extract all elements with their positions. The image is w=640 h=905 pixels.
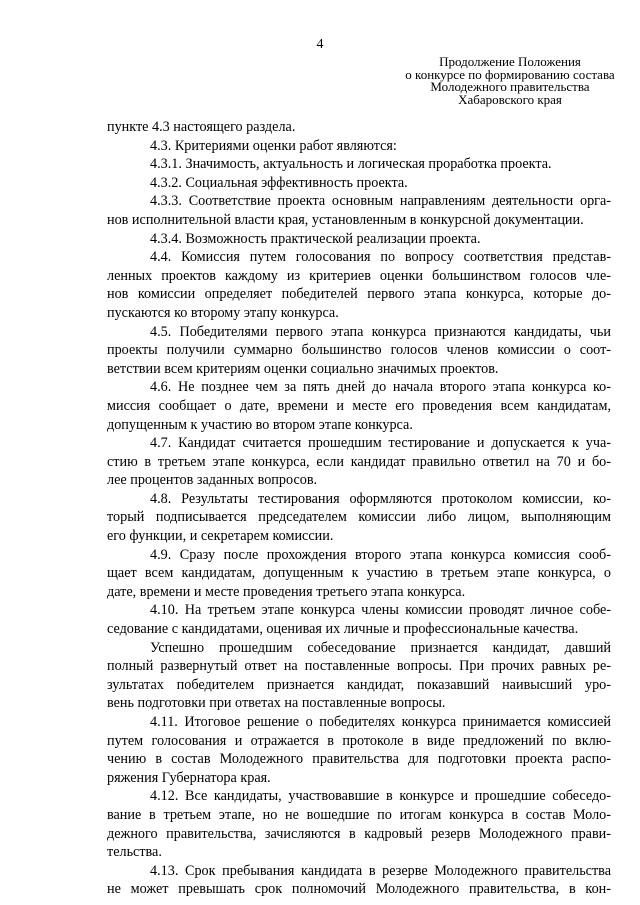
text-line: нов комиссии определяет победителей первого этапа конкурса, которые до- xyxy=(107,286,611,303)
text-line: ленных проектов каждому из критериев оценки большинством голосов чле- xyxy=(107,267,611,284)
text-line: его функции, и секретарем комиссии. xyxy=(107,528,334,545)
header-line: Продолжение Положения xyxy=(439,54,581,69)
text-line: лее процентов заданных вопросов. xyxy=(107,472,318,489)
page-number: 4 xyxy=(316,37,324,52)
text-line: стию в третьем этапе конкурса, если кандидат правильно ответил на 70 и бо- xyxy=(107,453,611,470)
text-line: вень подготовки при ответах на поставленные вопросы. xyxy=(107,695,446,712)
text-line: пункте 4.3 настоящего раздела. xyxy=(107,119,296,135)
header-line: Хабаровского края xyxy=(458,91,562,107)
text-line: чению в состав Молодежного правительства для подготовки проекта распо- xyxy=(107,751,611,768)
text-line: 4.9. Сразу после прохождения второго этапа конкурса комиссия сооб- xyxy=(150,546,611,563)
document-header xyxy=(392,56,628,106)
text-line: 4.7. Кандидат считается прошедшим тестирование и допускается к уча- xyxy=(150,435,611,452)
text-line: 4.13. Срок пребывания кандидата в резерве Молодежного правительства xyxy=(150,862,611,879)
text-line: 4.11. Итоговое решение о победителях конкурса принимается комиссией xyxy=(150,714,611,730)
text-line: 4.3.2. Социальная эффективность проекта. xyxy=(150,174,408,191)
text-line: седование с кандидатами, оценивая их личные и профессиональные качества. xyxy=(107,621,579,638)
header-line: Молодежного правительства xyxy=(430,79,590,94)
text-line: миссия сообщает о дате, времени и месте его проведения всем кандидатам, xyxy=(107,397,611,414)
text-line: щает всем кандидатам, допущенным к участию в третьем этапе конкурса, о xyxy=(107,565,611,582)
text-line: 4.3.4. Возможность практической реализации проекта. xyxy=(150,230,481,247)
header-line: о конкурсе по формированию состава xyxy=(405,66,615,82)
text-line: ветствии всем критериям оценки социально значимых проектов. xyxy=(107,360,499,377)
text-line: путем голосования и отражается в протоколе в виде предложений по вклю- xyxy=(107,732,611,749)
text-line: нов исполнительной власти края, установленным в конкурсной документации. xyxy=(107,211,584,228)
text-line: дежного правительства, зачисляются в кадровый резерв Молодежного прави- xyxy=(107,825,611,842)
text-line: полный развернутый ответ на поставленные вопросы. При прочих равных ре- xyxy=(107,658,611,675)
text-line: допущенным к участию во втором этапе конкурса. xyxy=(107,416,413,433)
text-line: Успешно прошедшим собеседование признается кандидат, давший xyxy=(150,639,611,656)
text-line: проекты получили суммарно большинство голосов членов комиссии о соот- xyxy=(107,342,611,359)
text-line: 4.3. Критериями оценки работ являются: xyxy=(150,137,397,154)
text-line: 4.3.1. Значимость, актуальность и логическая проработка проекта. xyxy=(150,156,552,173)
text-line: торый подписывается председателем комиссии либо лицом, выполняющим xyxy=(107,509,611,526)
text-line: ряжения Губернатора края. xyxy=(107,769,271,786)
text-line: вание в третьем этапе, но не вошедшие по итогам конкурса в состав Моло- xyxy=(107,806,611,823)
text-line: 4.12. Все кандидаты, участвовавшие в конкурсе и прошедшие собеседо- xyxy=(150,788,611,805)
text-line: пускаются ко второму этапу конкурса. xyxy=(107,304,339,321)
text-line: дате, времени и месте проведения третьего этапа конкурса. xyxy=(107,583,466,600)
text-line: 4.3.3. Соответствие проекта основным направлениям деятельности орга- xyxy=(150,193,611,210)
text-line: не может превышать срок полномочий Молодежного правительства, в кон- xyxy=(107,881,611,898)
text-line: 4.8. Результаты тестирования оформляются протоколом комиссии, ко- xyxy=(150,490,611,507)
text-line: 4.4. Комиссия путем голосования по вопросу соответствия представ- xyxy=(150,249,611,266)
text-line: 4.5. Победителями первого этапа конкурса признаются кандидаты, чьи xyxy=(150,323,611,340)
text-line: тельства. xyxy=(107,844,162,861)
text-line: 4.6. Не позднее чем за пять дней до начала второго этапа конкурса ко- xyxy=(150,379,611,396)
document-body xyxy=(107,118,611,899)
text-line: 4.10. На третьем этапе конкурса члены комиссии проводят личное собе- xyxy=(150,602,611,619)
text-line: зультатах победителем признается кандидат, показавший наивысший уро- xyxy=(107,676,611,693)
